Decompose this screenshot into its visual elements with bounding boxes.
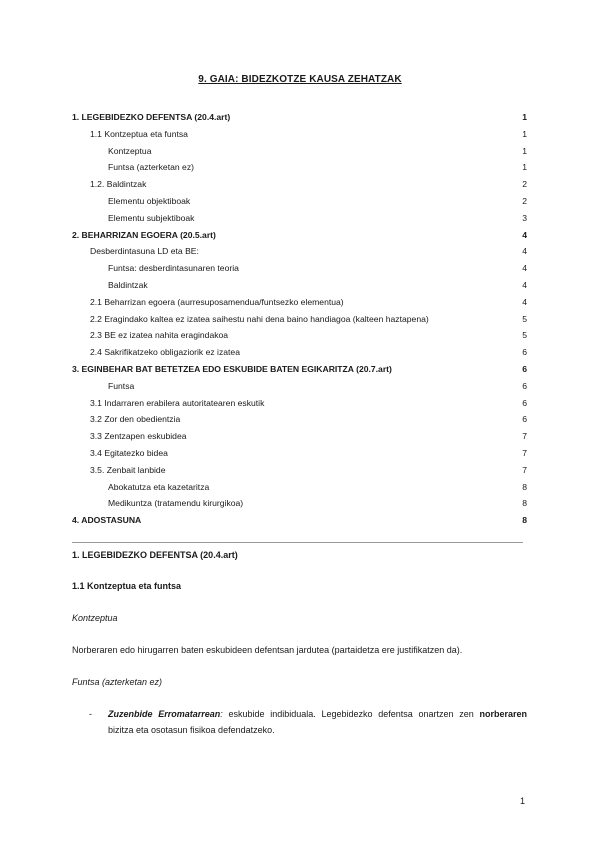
- toc-entry[interactable]: [72, 495, 527, 512]
- toc-entry[interactable]: [72, 193, 527, 210]
- bullet-text: [108, 706, 527, 738]
- toc-entry-page: 6: [522, 414, 527, 425]
- toc-entry-page: 3: [522, 212, 527, 223]
- toc-entry-page: 7: [522, 464, 527, 475]
- toc-entry-title: 3.5. Zenbait lanbide: [90, 464, 166, 475]
- toc-entry-title: 3.2 Zor den obedientzia: [90, 414, 181, 425]
- concept-heading: Kontzeptua: [72, 613, 118, 623]
- bullet-bold-term: norberaren: [479, 709, 527, 719]
- toc-entry-title: 4. ADOSTASUNA: [72, 515, 142, 526]
- toc-entry-page: 6: [522, 397, 527, 408]
- toc-entry[interactable]: [72, 411, 527, 428]
- toc-entry-page: 8: [522, 481, 527, 492]
- toc-entry[interactable]: [72, 126, 527, 143]
- toc-entry-title: Funtsa (azterketan ez): [108, 162, 194, 173]
- toc-entry-title: Baldintzak: [108, 279, 148, 290]
- toc-entry-page: 1: [522, 145, 527, 156]
- page-number: 1: [520, 796, 526, 806]
- toc-entry[interactable]: [72, 243, 527, 260]
- toc-entry[interactable]: [72, 176, 527, 193]
- toc-entry[interactable]: [72, 361, 527, 378]
- toc-entry-page: 4: [522, 263, 527, 274]
- toc-entry-page: 6: [522, 363, 527, 374]
- toc-entry-title: 2.3 BE ez izatea nahita eragindakoa: [90, 330, 229, 341]
- toc-entry-title: 2. BEHARRIZAN EGOERA (20.5.art): [72, 229, 216, 240]
- toc-entry[interactable]: [72, 109, 527, 126]
- table-of-contents: [72, 109, 527, 529]
- toc-entry[interactable]: [72, 143, 527, 160]
- toc-entry-title: Elementu objektiboak: [108, 195, 191, 206]
- toc-entry-title: Kontzeptua: [108, 145, 152, 156]
- toc-entry[interactable]: [72, 311, 527, 328]
- subsection-heading: 1.1 Kontzeptua eta funtsa: [72, 581, 182, 591]
- toc-entry[interactable]: [72, 227, 527, 244]
- toc-entry-page: 4: [522, 296, 527, 307]
- toc-entry[interactable]: [72, 445, 527, 462]
- toc-entry-page: 8: [522, 515, 527, 526]
- toc-entry[interactable]: [72, 378, 527, 395]
- document-title: 9. GAIA: BIDEZKOTZE KAUSA ZEHATZAK: [198, 74, 402, 85]
- toc-entry[interactable]: [72, 277, 527, 294]
- toc-entry-title: Abokatutza eta kazetaritza: [108, 481, 210, 492]
- toc-entry-page: 2: [522, 179, 527, 190]
- toc-entry-page: 5: [522, 313, 527, 324]
- toc-entry-page: 1: [522, 128, 527, 139]
- toc-entry[interactable]: [72, 260, 527, 277]
- toc-entry-page: 4: [522, 229, 527, 240]
- section-divider: [72, 542, 523, 543]
- toc-entry-page: 6: [522, 347, 527, 358]
- toc-entry-title: Funtsa: [108, 380, 135, 391]
- toc-entry-title: 1.1 Kontzeptua eta funtsa: [90, 128, 188, 139]
- toc-entry-title: Elementu subjektiboak: [108, 212, 195, 223]
- toc-entry[interactable]: [72, 344, 527, 361]
- toc-entry-title: 3.4 Egitatezko bidea: [90, 447, 168, 458]
- toc-entry[interactable]: [72, 294, 527, 311]
- toc-entry-page: 2: [522, 195, 527, 206]
- toc-entry[interactable]: [72, 462, 527, 479]
- toc-entry-title: 2.1 Beharrizan egoera (aurresuposamendua/funtsezko elementua): [90, 296, 344, 307]
- toc-entry[interactable]: [72, 159, 527, 176]
- toc-entry[interactable]: [72, 395, 527, 412]
- bullet-term: Zuzenbide Erromatarrean: [108, 709, 221, 719]
- toc-entry-title: 1.2. Baldintzak: [90, 179, 147, 190]
- concept-paragraph: Norberaren edo hirugarren baten eskubideen defentsan jardutea (partaidetza ere justifikatzen da).: [72, 645, 463, 655]
- toc-entry-page: 7: [522, 447, 527, 458]
- bullet-dash: -: [89, 709, 92, 719]
- bullet-text-part-3: bizitza eta osotasun fisikoa defendatzeko.: [108, 725, 275, 735]
- toc-entry[interactable]: [72, 210, 527, 227]
- bullet-colon: :: [220, 709, 223, 719]
- toc-entry[interactable]: [72, 479, 527, 496]
- toc-entry-page: 7: [522, 431, 527, 442]
- toc-entry-page: 4: [522, 246, 527, 257]
- toc-entry-title: 3.3 Zentzapen eskubidea: [90, 431, 187, 442]
- toc-entry-title: Funtsa: desberdintasunaren teoria: [108, 263, 239, 274]
- toc-entry-page: 8: [522, 498, 527, 509]
- bullet-item: [72, 706, 527, 738]
- section-heading: 1. LEGEBIDEZKO DEFENTSA (20.4.art): [72, 550, 238, 560]
- toc-entry[interactable]: [72, 327, 527, 344]
- toc-entry-title: Medikuntza (tratamendu kirurgikoa): [108, 498, 244, 509]
- bullet-text-part-1: eskubide indibiduala. Legebidezko defentsa onartzen zen: [222, 709, 480, 719]
- toc-entry-title: 2.4 Sakrifikatzeko obligaziorik ez izatea: [90, 347, 240, 358]
- toc-entry[interactable]: [72, 512, 527, 529]
- toc-entry-page: 4: [522, 279, 527, 290]
- toc-entry-page: 5: [522, 330, 527, 341]
- toc-entry-page: 1: [522, 162, 527, 173]
- toc-entry-title: 2.2 Eragindako kaltea ez izatea saihestu nahi dena baino handiagoa (kalteen haztapena): [90, 313, 429, 324]
- toc-entry-page: 1: [522, 112, 527, 122]
- toc-entry-title: 1. LEGEBIDEZKO DEFENTSA (20.4.art): [72, 112, 231, 122]
- toc-entry-title: Desberdintasuna LD eta BE:: [90, 246, 199, 257]
- toc-entry-page: 6: [522, 380, 527, 391]
- toc-entry-title: 3.1 Indarraren erabilera autoritatearen eskutik: [90, 397, 265, 408]
- toc-entry[interactable]: [72, 428, 527, 445]
- basis-heading: Funtsa (azterketan ez): [72, 677, 163, 687]
- toc-entry-title: 3. EGINBEHAR BAT BETETZEA EDO ESKUBIDE BATEN EGIKARITZA (20.7.art): [72, 363, 392, 374]
